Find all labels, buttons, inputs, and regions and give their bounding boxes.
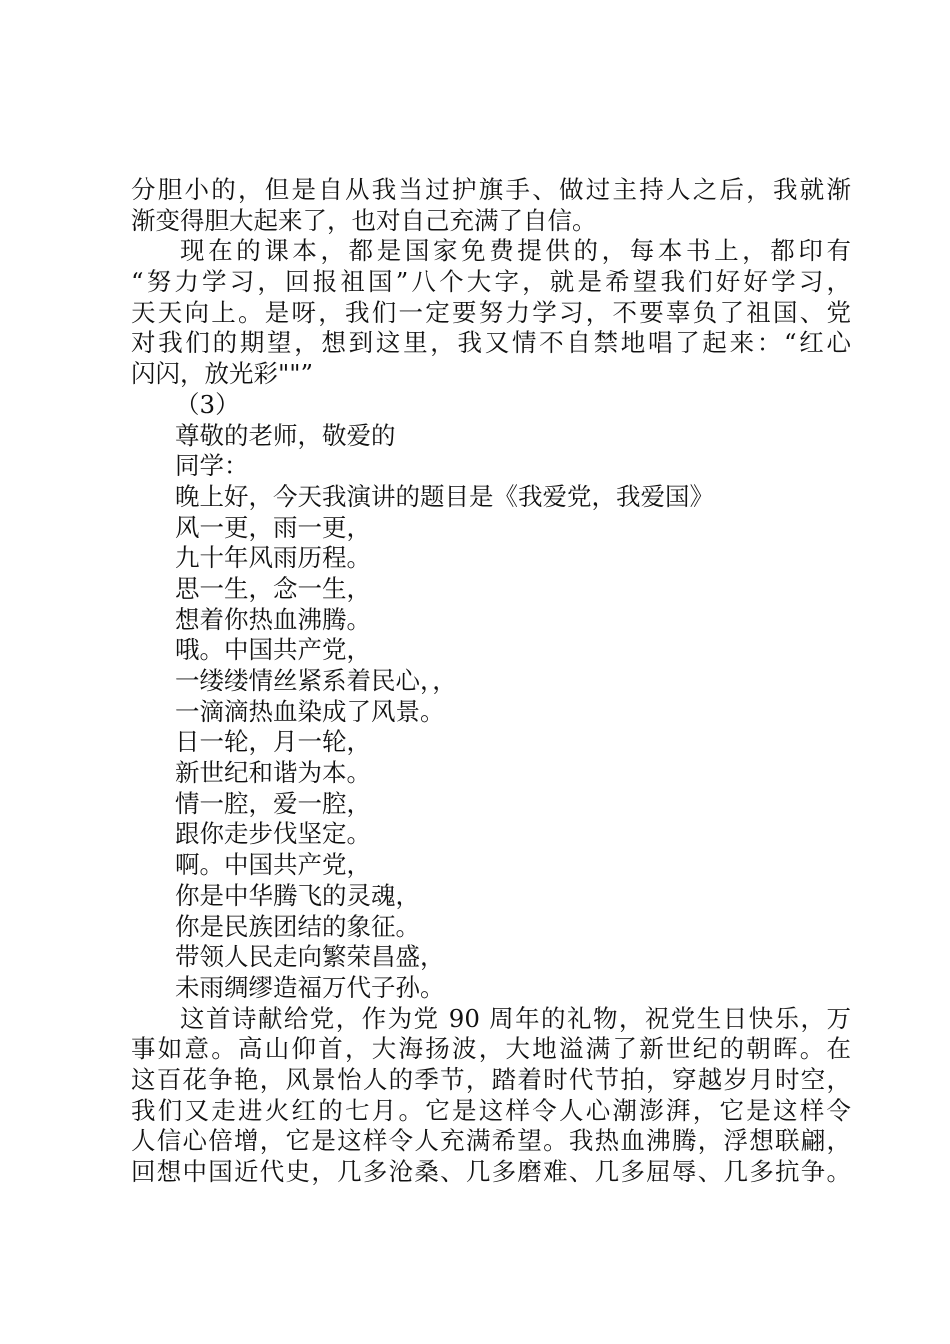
paragraph-line: 这百花争艳，风景怡人的季节，踏着时代节拍，穿越岁月时空， <box>131 1064 851 1094</box>
poem-line: 跟你走步伐坚定。 <box>175 819 371 849</box>
paragraph-line: 回想中国近代史，几多沧桑、几多磨难、几多屈辱、几多抗争。 <box>131 1157 851 1186</box>
speech-line: 同学： <box>175 451 249 481</box>
paragraph-line: 现在的课本，都是国家免费提供的，每本书上，都印有 <box>180 236 851 266</box>
poem-line: 你是民族团结的象征。 <box>175 911 420 941</box>
poem-line: 一滴滴热血染成了风景。 <box>175 696 445 726</box>
poem-line: 九十年风雨历程。 <box>175 543 371 573</box>
poem-line: 思一生，念一生， <box>175 573 371 603</box>
poem-line: 带领人民走向繁荣昌盛， <box>175 942 445 972</box>
paragraph-line: 天天向上。是呀，我们一定要努力学习，不要辜负了祖国、党 <box>131 297 851 327</box>
poem-line: 风一更，雨一更， <box>175 512 371 542</box>
paragraph-line: 我们又走进火红的七月。它是这样令人心潮澎湃，它是这样令 <box>131 1095 851 1125</box>
paragraph-line: 对我们的期望，想到这里，我又情不自禁地唱了起来：“红心 <box>131 328 851 358</box>
paragraph-line: 事如意。高山仰首，大海扬波，大地溢满了新世纪的朝晖。在 <box>131 1034 851 1064</box>
paragraph-line: “努力学习，回报祖国”八个大字，就是希望我们好好学习， <box>131 267 851 297</box>
document-body <box>131 175 851 1188</box>
paragraph-line: 渐变得胆大起来了，也对自己充满了自信。 <box>131 205 597 235</box>
speech-line: 尊敬的老师，敬爱的 <box>175 420 396 450</box>
poem-line: 啊。中国共产党， <box>175 850 371 880</box>
poem-line: 你是中华腾飞的灵魂， <box>175 880 420 910</box>
poem-line: 未雨绸缪造福万代子孙。 <box>175 972 445 1002</box>
speech-line: 晚上好，今天我演讲的题目是《我爱党，我爱国》 <box>175 481 714 511</box>
section-marker: （3） <box>175 389 240 419</box>
paragraph-line: 闪闪，放光彩""” <box>131 359 314 389</box>
poem-line: 哦。中国共产党， <box>175 635 371 665</box>
poem-line: 日一轮，月一轮， <box>175 727 371 757</box>
poem-line: 一缕缕情丝紧系着民心，， <box>175 666 457 695</box>
paragraph-line: 分胆小的，但是自从我当过护旗手、做过主持人之后，我就渐 <box>131 175 851 204</box>
poem-line: 新世纪和谐为本。 <box>175 758 371 788</box>
poem-line: 想着你热血沸腾。 <box>175 604 371 634</box>
paragraph-line: 人信心倍增，它是这样令人充满希望。我热血沸腾，浮想联翩， <box>131 1126 851 1156</box>
poem-line: 情一腔，爱一腔， <box>175 788 371 818</box>
paragraph-line: 这首诗献给党，作为党 90 周年的礼物，祝党生日快乐，万 <box>180 1003 851 1033</box>
